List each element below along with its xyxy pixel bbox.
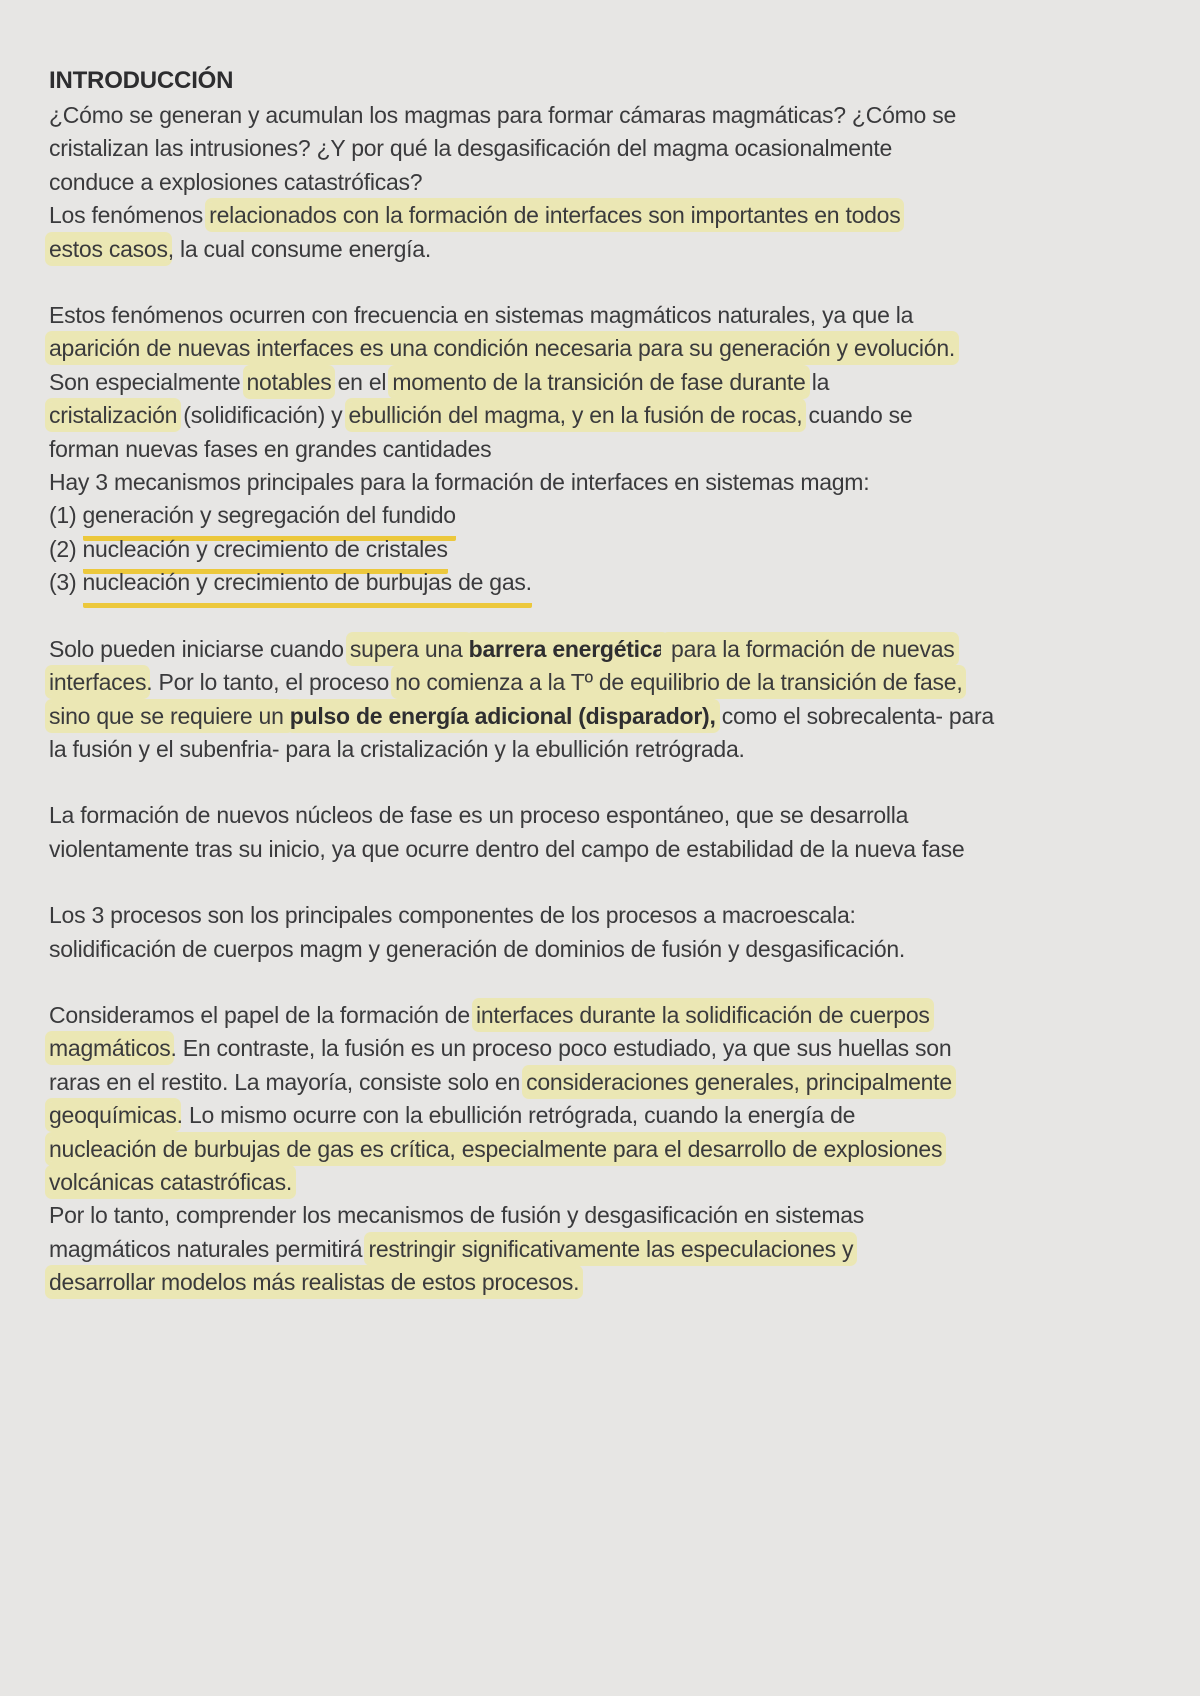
plain-text: como el sobrecalenta- para [715, 702, 994, 729]
plain-text: la fusión y el subenfria- para la cristalización y la ebullición retrógrada. [49, 735, 745, 762]
plain-text: Son especialmente [49, 368, 247, 395]
plain-text: , la cual consume energía. [167, 235, 431, 262]
plain-text: Estos fenómenos ocurren con frecuencia en sistemas magmáticos naturales, ya que la [49, 302, 914, 329]
text-line [49, 1032, 1172, 1065]
text-line [49, 399, 1172, 432]
plain-text: . Por lo tanto, el proceso [146, 669, 396, 696]
highlighted-text: supera una [349, 635, 469, 662]
plain-text: violentamente tras su inicio, ya que ocurre dentro del campo de estabilidad de la nueva fase [49, 835, 965, 862]
text-line [49, 366, 1172, 399]
text-line [49, 1266, 1172, 1299]
plain-text: magmáticos naturales permitirá [49, 1235, 369, 1262]
plain-text: Los 3 procesos son los principales componentes de los procesos a macroescala: [49, 902, 856, 929]
plain-text: . En contraste, la fusión es un proceso poco estudiado, ya que sus huellas son [170, 1035, 952, 1062]
text-line [49, 466, 1172, 499]
paragraph-gap [49, 866, 1172, 899]
paragraph [49, 99, 1172, 266]
highlighted-text: magmáticos [49, 1035, 171, 1062]
text-line [49, 666, 1172, 699]
text-line [49, 433, 1172, 466]
plain-text: La formación de nuevos núcleos de fase es un proceso espontáneo, que se desarrolla [49, 802, 909, 829]
highlighted-text: consideraciones generales, principalmente [526, 1068, 952, 1095]
plain-text: . Lo mismo ocurre con la ebullición retrógrada, cuando la energía de [176, 1102, 856, 1129]
text-line [49, 1166, 1172, 1199]
plain-text: Por lo tanto, comprender los mecanismos de fusión y desgasificación en sistemas [49, 1202, 865, 1229]
paragraph-gap [49, 966, 1172, 999]
highlighted-text: restringir significativamente las especulaciones y [368, 1235, 854, 1262]
highlighted-text: nucleación de burbujas de gas es crítica, especialmente para el desarrollo de explosiones [49, 1135, 943, 1162]
plain-text: Los fenómenos [49, 202, 210, 229]
highlighted-text: interfaces [49, 669, 147, 696]
highlighted-text: no comienza a la Tº de equilibrio de la transición de fase, [395, 669, 963, 696]
highlighted-text: barrera energética [468, 635, 665, 662]
text-line [49, 499, 1172, 532]
text-line [49, 132, 1172, 165]
highlighted-text: volcánicas catastróficas. [49, 1168, 293, 1195]
paragraph [49, 633, 1172, 767]
highlighted-text: cristalización [49, 402, 178, 429]
text-line [49, 533, 1172, 566]
plain-text: conduce a explosiones catastróficas? [49, 168, 423, 195]
highlighted-text: sino que se requiere un [49, 702, 290, 729]
paragraph [49, 899, 1172, 966]
plain-text: (2) [49, 535, 83, 562]
highlighted-text: geoquímicas [49, 1102, 177, 1129]
highlighted-text: momento de la transición de fase durante [392, 368, 806, 395]
highlighted-text: relacionados con la formación de interfaces son importantes en todos [209, 202, 901, 229]
highlighted-text: notables [246, 368, 332, 395]
text-line [49, 733, 1172, 766]
paragraph [49, 999, 1172, 1300]
text-line [49, 1233, 1172, 1266]
highlighted-text: interfaces durante la solidificación de cuerpos [476, 1001, 930, 1028]
text-line [49, 332, 1172, 365]
text-line [49, 233, 1172, 266]
text-line [49, 700, 1172, 733]
highlighted-text: desarrollar modelos más realistas de estos procesos. [49, 1269, 580, 1296]
paragraph [49, 299, 1172, 600]
paragraph-gap [49, 766, 1172, 799]
underlined-phrase: nucleación y crecimiento de burbujas de gas. [83, 566, 532, 607]
highlighted-text: aparición de nuevas interfaces es una condición necesaria para su generación y evolución. [49, 335, 956, 362]
text-line [49, 1199, 1172, 1232]
plain-text: forman nuevas fases en grandes cantidades [49, 435, 492, 462]
plain-text: (3) [49, 569, 83, 596]
text-line [49, 999, 1172, 1032]
text-line [49, 199, 1172, 232]
plain-text: (solidificación) y [177, 402, 349, 429]
plain-text: cuando se [802, 402, 913, 429]
text-line [49, 833, 1172, 866]
plain-text: Hay 3 mecanismos principales para la formación de interfaces en sistemas magm: [49, 469, 870, 496]
underlined-phrase: generación y segregación del fundido [83, 499, 456, 540]
text-line [49, 566, 1172, 599]
highlighted-text: para la formación de nuevas [664, 635, 955, 662]
paragraph-gap [49, 266, 1172, 299]
plain-text: la [805, 368, 830, 395]
text-line [49, 1099, 1172, 1132]
plain-text: en el [331, 368, 393, 395]
highlighted-text: ebullición del magma, y en la fusión de rocas, [348, 402, 803, 429]
text-line [49, 99, 1172, 132]
underlined-phrase: nucleación y crecimiento de cristales [83, 533, 448, 574]
paragraph [49, 799, 1172, 866]
text-line [49, 1133, 1172, 1166]
text-line [49, 299, 1172, 332]
plain-text: raras en el restito. La mayoría, consiste solo en [49, 1068, 527, 1095]
text-line [49, 166, 1172, 199]
plain-text: (1) [49, 502, 83, 529]
page-title: INTRODUCCIÓN [49, 67, 234, 94]
text-line [49, 633, 1172, 666]
text-line [49, 933, 1172, 966]
plain-text: solidificación de cuerpos magm y generación de dominios de fusión y desgasificación. [49, 935, 906, 962]
text-line [49, 899, 1172, 932]
plain-text: Consideramos el papel de la formación de [49, 1001, 476, 1028]
plain-text: ¿Cómo se generan y acumulan los magmas para formar cámaras magmáticas? ¿Cómo se [49, 102, 956, 128]
plain-text: Solo pueden iniciarse cuando [49, 635, 350, 662]
document-body [49, 99, 1172, 1300]
highlighted-text: estos casos [49, 235, 168, 262]
text-line [49, 1066, 1172, 1099]
text-line [49, 799, 1172, 832]
plain-text: cristalizan las intrusiones? ¿Y por qué la desgasificación del magma ocasionalmente [49, 135, 893, 162]
highlighted-text: pulso de energía adicional (disparador), [289, 702, 716, 729]
